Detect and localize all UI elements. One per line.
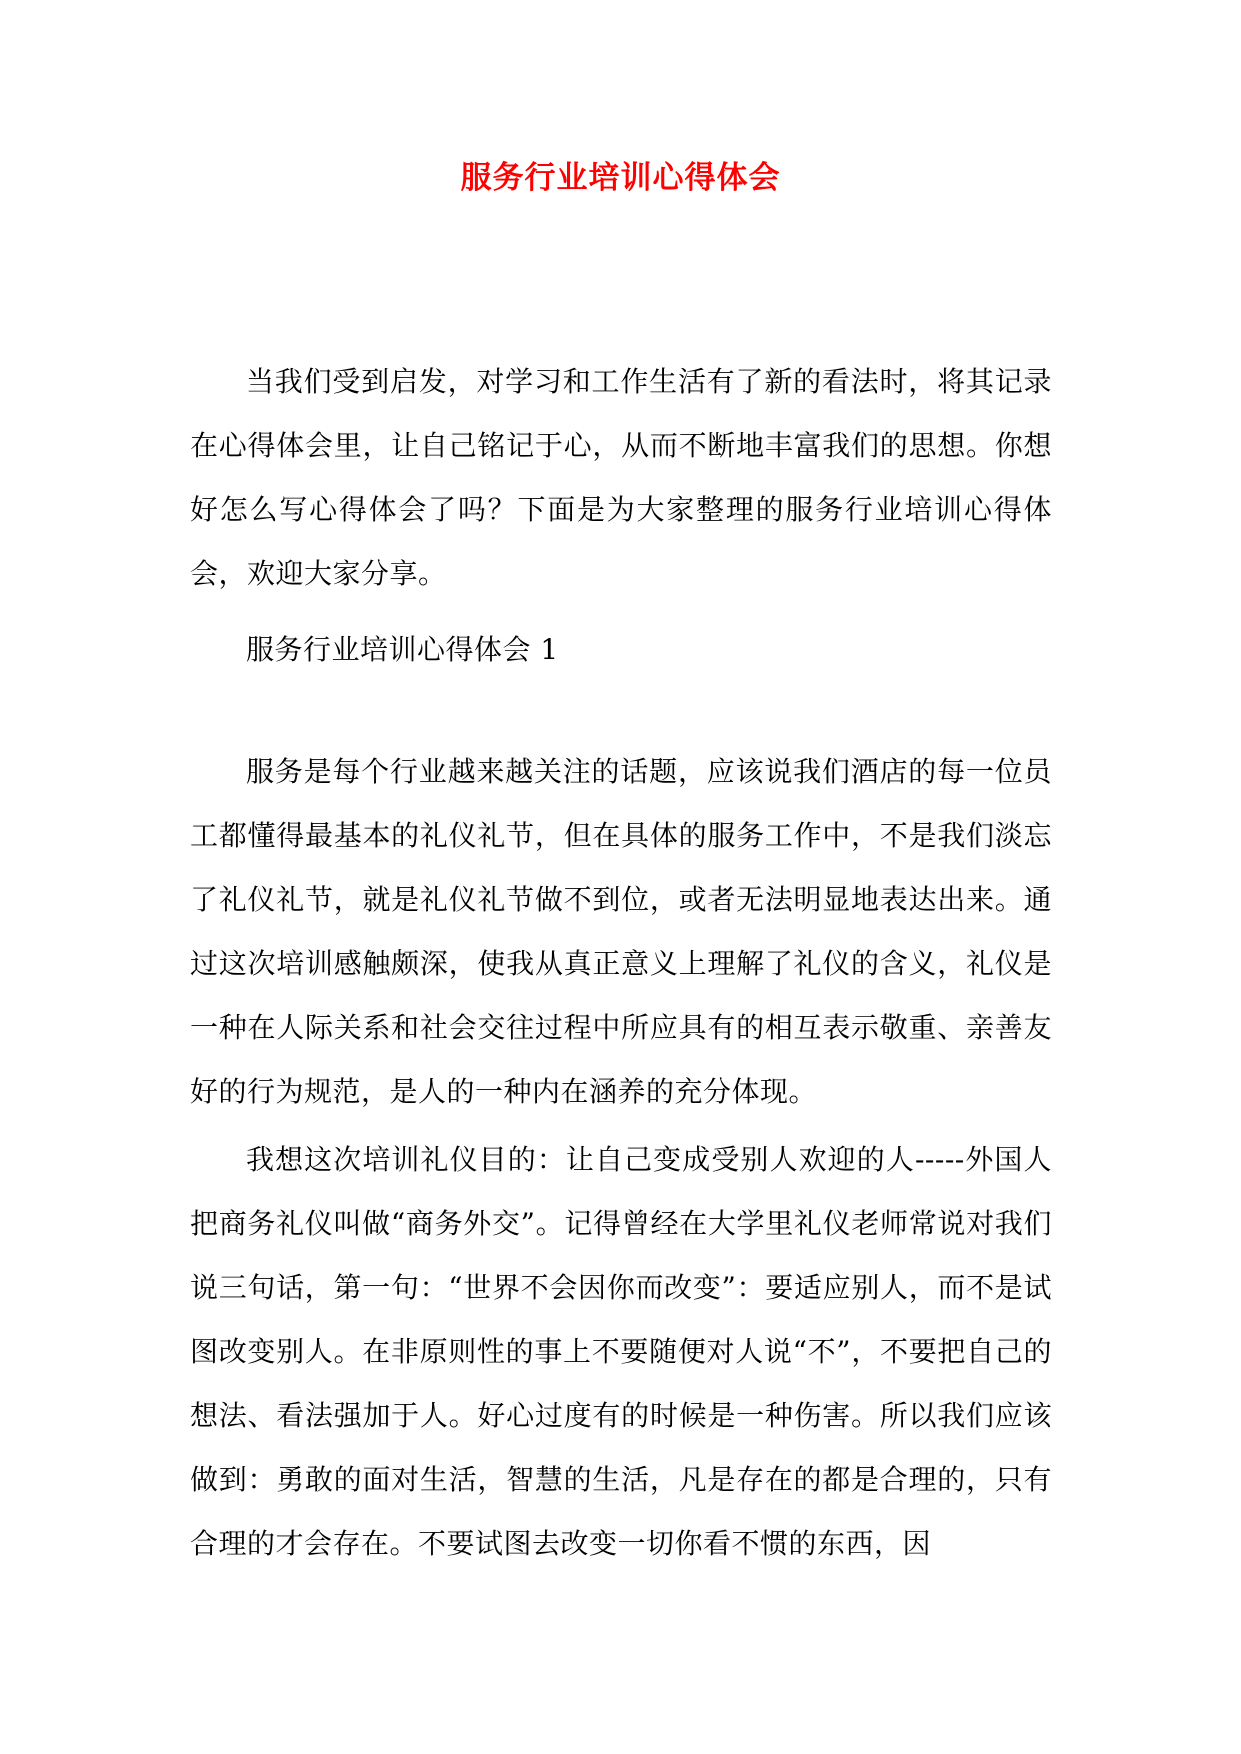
section-heading: 服务行业培训心得体会 1 [246,633,559,666]
body-paragraph: 我想这次培训礼仪目的：让自己变成受别人欢迎的人-----外国人把商务礼仪叫做“商务外交”。记得曾经在大学里礼仪老师常说对我们说三句话，第一句：“世界不会因你而改变”：要适应别人，而不是试图改变别人。在非原则性的事上不要随便对人说“不”，不要把自己的想法、看法强加于人。好心过度有的时候是一种伤害。所以我们应该做到：勇敢的面对生活，智慧的生活，凡是存在的都是合理的，只有合理的才会存在。不要试图去改变一切你看不惯的东西，因 [190,1143,1052,1560]
body-paragraph: 服务是每个行业越来越关注的话题，应该说我们酒店的每一位员工都懂得最基本的礼仪礼节，但在具体的服务工作中，不是我们淡忘了礼仪礼节，就是礼仪礼节做不到位，或者无法明显地表达出来。通过这次培训感触颇深，使我从真正意义上理解了礼仪的含义，礼仪是一种在人际关系和社会交往过程中所应具有的相互表示敬重、亲善友好的行为规范，是人的一种内在涵养的充分体现。 [190,755,1052,1108]
document-title: 服务行业培训心得体会 [460,160,781,196]
intro-paragraph: 当我们受到启发，对学习和工作生活有了新的看法时，将其记录在心得体会里，让自己铭记于心，从而不断地丰富我们的思想。你想好怎么写心得体会了吗？下面是为大家整理的服务行业培训心得体会，欢迎大家分享。 [190,365,1052,590]
